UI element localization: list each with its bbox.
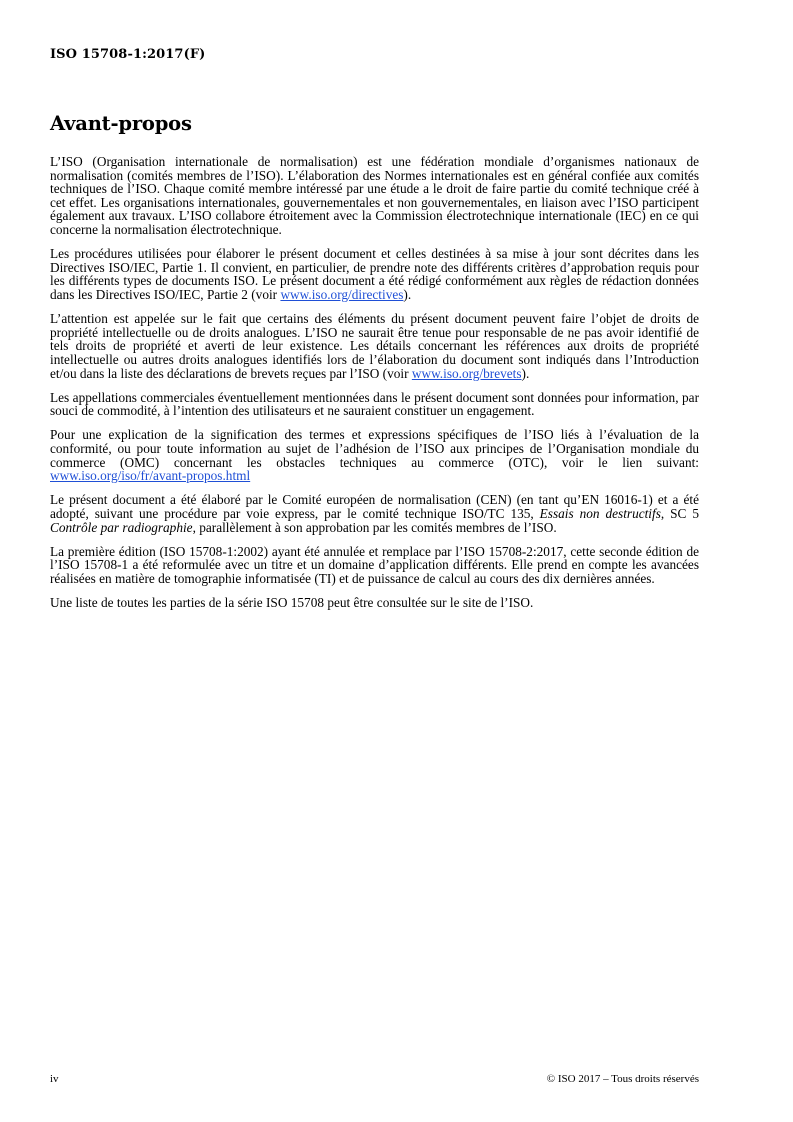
paragraph-iso-organisation: L’ISO (Organisation internationale de normalisation) est une fédération mondiale d’organismes nationaux de normalisation (comités membres de l’ISO). L’élaboration des Normes internationales est en général confiée aux comités techniques de l’ISO. Chaque comité membre intéressé par une étude a le droit de faire partie du comité technique créé à cet effet. Les organisations internationales, gouvernementales et non gouvernementales, en liaison avec l’ISO participent également aux travaux. L’ISO collabore étroitement avec la Commission électrotechnique internationale (IEC) en ce qui concerne la normalisation électrotechnique. (50, 154, 699, 237)
paragraph-procedures (50, 247, 699, 301)
committee-name: Essais non destructifs (539, 506, 661, 522)
document-reference: ISO 15708-1:2017(F) (50, 47, 206, 62)
copyright-notice: © ISO 2017 – Tous droits réservés (546, 1073, 699, 1085)
paragraph-text: L’attention est appelée sur le fait que certains des éléments du présent document peuvent faire l’objet de droits de propriété intellectuelle ou de droits analogues. L’ISO ne saurait être tenue pour responsable de ne pas avoir identifié de tels droits de propriété et averti de leur existence. Les détails concernant les références aux droits de propriété intellectuelle ou autres droits analogues identifiés lors de l’élaboration du document sont indiqués dans l’Introduction et/ou dans la liste des déclarations de brevets reçues par l’ISO (voir (50, 311, 699, 381)
subcommittee-name: Contrôle par radiographie (50, 519, 193, 535)
paragraph-text: Pour une explication de la signification des termes et expressions spécifiques de l’ISO liés à l’évaluation de la conformité, ou pour toute information au sujet de l’adhésion de l’ISO aux principes de l’Organisation mondiale du commerce (OMC) concernant les obstacles techniques au commerce (OTC), voir le lien suivant: (50, 427, 699, 470)
paragraph-edition: La première édition (ISO 15708-1:2002) ayant été annulée et remplace par l’ISO 15708-2:2017, cette seconde édition de l’ISO 15708-1 a été reformulée avec un titre et un domaine d’application différents. Elle prend en compte les avancées réalisées en matière de tomographie informatisée (TI) et de puissance de calcul au cours des dix dernières années. (50, 543, 699, 586)
paragraph-conformity (50, 428, 699, 482)
paragraph-committee (50, 493, 699, 534)
paragraph-text: , parallèlement à son approbation par les comités membres de l’ISO. (192, 519, 557, 535)
document-body (50, 155, 699, 610)
paragraph-text: , SC 5 (660, 506, 699, 522)
paragraph-trade-names: Les appellations commerciales éventuellement mentionnées dans le présent document sont données pour information, par souci de commodité, à l’intention des utilisateurs et ne sauraient constituer un engagement. (50, 389, 699, 419)
page-footer (50, 1073, 699, 1085)
page-number: iv (50, 1073, 59, 1085)
paragraph-text: ). (403, 286, 412, 302)
page-title: Avant-propos (50, 112, 192, 135)
directives-link[interactable]: www.iso.org/directives (280, 286, 404, 302)
paragraph-text: Le présent document a été élaboré par le Comité européen de normalisation (CEN) (en tant qu’EN 16016-1) et a été adopté, suivant une procédure par voie express, par le comité technique ISO/TC 135, (50, 492, 699, 522)
paragraph-text: ). (521, 365, 530, 381)
patents-link[interactable]: www.iso.org/brevets (411, 365, 522, 381)
paragraph-patent-rights (50, 312, 699, 380)
paragraph-series-list: Une liste de toutes les parties de la série ISO 15708 peut être consultée sur le site de l’ISO. (50, 595, 534, 611)
paragraph-text: Les procédures utilisées pour élaborer le présent document et celles destinées à sa mise à jour sont décrites dans les Directives ISO/IEC, Partie 1. Il convient, en particulier, de prendre note des différents critères d’approbation requis pour les différents types de documents ISO. Le présent document a été rédigé conformément aux règles de rédaction données dans les Directives ISO/IEC, Partie 2 (voir (50, 246, 699, 302)
foreword-link[interactable]: www.iso.org/iso/fr/avant-propos.html (50, 468, 251, 484)
